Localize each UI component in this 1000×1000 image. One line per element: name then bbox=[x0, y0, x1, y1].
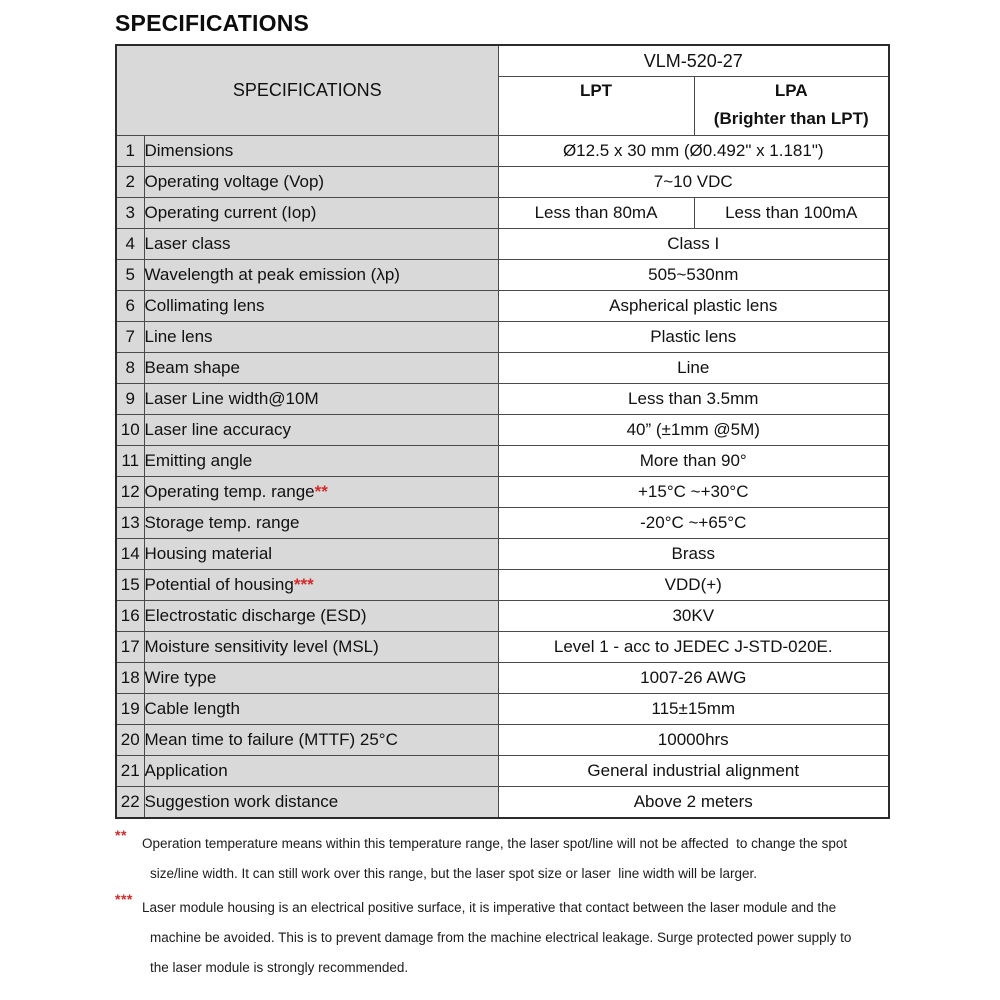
table-corner-title: SPECIFICATIONS bbox=[116, 45, 498, 136]
row-number: 8 bbox=[116, 353, 144, 384]
row-label: Housing material bbox=[144, 539, 498, 570]
row-label: Beam shape bbox=[144, 353, 498, 384]
row-value: Level 1 - acc to JEDEC J-STD-020E. bbox=[498, 632, 889, 663]
footnote-line: size/line width. It can still work over this range, but the laser spot size or laser line width will be larger. bbox=[150, 866, 758, 881]
row-value: 505~530nm bbox=[498, 260, 889, 291]
footnote-marker: *** bbox=[115, 891, 133, 907]
row-number: 13 bbox=[116, 508, 144, 539]
row-number: 17 bbox=[116, 632, 144, 663]
row-number: 2 bbox=[116, 167, 144, 198]
row-value: VDD(+) bbox=[498, 570, 889, 601]
footnote-text bbox=[142, 893, 915, 983]
row-number: 11 bbox=[116, 446, 144, 477]
row-number: 20 bbox=[116, 725, 144, 756]
table-row bbox=[116, 322, 889, 353]
row-number: 16 bbox=[116, 601, 144, 632]
row-value: Plastic lens bbox=[498, 322, 889, 353]
row-value: 10000hrs bbox=[498, 725, 889, 756]
table-row bbox=[116, 756, 889, 787]
table-row bbox=[116, 229, 889, 260]
table-row bbox=[116, 539, 889, 570]
row-value: Ø12.5 x 30 mm (Ø0.492" x 1.181") bbox=[498, 136, 889, 167]
row-value: 30KV bbox=[498, 601, 889, 632]
row-value: General industrial alignment bbox=[498, 756, 889, 787]
row-number: 10 bbox=[116, 415, 144, 446]
row-label: Operating current (Iop) bbox=[144, 198, 498, 229]
table-row bbox=[116, 291, 889, 322]
row-label: Laser line accuracy bbox=[144, 415, 498, 446]
column-header-lpa bbox=[694, 77, 889, 136]
row-value: +15°C ~+30°C bbox=[498, 477, 889, 508]
row-value: 1007-26 AWG bbox=[498, 663, 889, 694]
row-number: 3 bbox=[116, 198, 144, 229]
row-value: Less than 80mA bbox=[498, 198, 694, 229]
row-label: Moisture sensitivity level (MSL) bbox=[144, 632, 498, 663]
row-value: Less than 100mA bbox=[694, 198, 889, 229]
row-label: Wire type bbox=[144, 663, 498, 694]
row-number: 18 bbox=[116, 663, 144, 694]
page-title: SPECIFICATIONS bbox=[115, 10, 310, 36]
table-row bbox=[116, 167, 889, 198]
row-label: Emitting angle bbox=[144, 446, 498, 477]
row-value: Line bbox=[498, 353, 889, 384]
row-value: Class I bbox=[498, 229, 889, 260]
table-row bbox=[116, 787, 889, 819]
row-number: 15 bbox=[116, 570, 144, 601]
row-label: Cable length bbox=[144, 694, 498, 725]
lpa-label: LPA bbox=[774, 81, 808, 100]
row-label: Wavelength at peak emission (λp) bbox=[144, 260, 498, 291]
table-row bbox=[116, 384, 889, 415]
footnote-marker: *** bbox=[293, 575, 314, 594]
lpa-sublabel: (Brighter than LPT) bbox=[713, 109, 869, 128]
row-label: Potential of housing*** bbox=[144, 570, 498, 601]
row-label: Storage temp. range bbox=[144, 508, 498, 539]
table-row bbox=[116, 446, 889, 477]
footnote-text bbox=[142, 829, 915, 889]
row-label: Dimensions bbox=[144, 136, 498, 167]
row-label: Collimating lens bbox=[144, 291, 498, 322]
row-number: 6 bbox=[116, 291, 144, 322]
table-row bbox=[116, 260, 889, 291]
specifications-table bbox=[115, 44, 890, 819]
content-area bbox=[115, 10, 915, 983]
table-row bbox=[116, 694, 889, 725]
footnotes bbox=[115, 829, 915, 983]
row-number: 7 bbox=[116, 322, 144, 353]
row-value: -20°C ~+65°C bbox=[498, 508, 889, 539]
row-label: Laser Line width@10M bbox=[144, 384, 498, 415]
footnote-marker: ** bbox=[115, 827, 127, 843]
table-row bbox=[116, 136, 889, 167]
row-label: Line lens bbox=[144, 322, 498, 353]
row-label: Operating temp. range** bbox=[144, 477, 498, 508]
table-row bbox=[116, 198, 889, 229]
footnote bbox=[115, 829, 915, 889]
row-value: 40” (±1mm @5M) bbox=[498, 415, 889, 446]
header-row-model bbox=[116, 45, 889, 77]
table-row bbox=[116, 415, 889, 446]
table-row bbox=[116, 477, 889, 508]
row-number: 12 bbox=[116, 477, 144, 508]
footnote bbox=[115, 893, 915, 983]
row-value: Aspherical plastic lens bbox=[498, 291, 889, 322]
footnote-line: Operation temperature means within this temperature range, the laser spot/line will not be affected to change the spot bbox=[142, 836, 848, 851]
table-row bbox=[116, 353, 889, 384]
row-number: 21 bbox=[116, 756, 144, 787]
row-value: Above 2 meters bbox=[498, 787, 889, 819]
row-number: 14 bbox=[116, 539, 144, 570]
table-row bbox=[116, 570, 889, 601]
row-number: 22 bbox=[116, 787, 144, 819]
table-row bbox=[116, 508, 889, 539]
row-label: Electrostatic discharge (ESD) bbox=[144, 601, 498, 632]
row-label: Laser class bbox=[144, 229, 498, 260]
row-value: Less than 3.5mm bbox=[498, 384, 889, 415]
column-header-lpt: LPT bbox=[498, 77, 694, 136]
row-label: Application bbox=[144, 756, 498, 787]
table-row bbox=[116, 632, 889, 663]
row-label: Suggestion work distance bbox=[144, 787, 498, 819]
table-body bbox=[116, 136, 889, 819]
row-number: 5 bbox=[116, 260, 144, 291]
footnote-line: machine be avoided. This is to prevent damage from the machine electrical leakage. Surge protected power supply to bbox=[150, 930, 852, 945]
row-number: 9 bbox=[116, 384, 144, 415]
footnote-marker: ** bbox=[314, 482, 328, 501]
row-value: Brass bbox=[498, 539, 889, 570]
table-row bbox=[116, 601, 889, 632]
row-label: Operating voltage (Vop) bbox=[144, 167, 498, 198]
model-header: VLM-520-27 bbox=[498, 45, 889, 77]
row-label: Mean time to failure (MTTF) 25°C bbox=[144, 725, 498, 756]
row-value: 115±15mm bbox=[498, 694, 889, 725]
row-value: More than 90° bbox=[498, 446, 889, 477]
row-number: 4 bbox=[116, 229, 144, 260]
table-row bbox=[116, 725, 889, 756]
row-number: 19 bbox=[116, 694, 144, 725]
table-row bbox=[116, 663, 889, 694]
row-value: 7~10 VDC bbox=[498, 167, 889, 198]
footnote-line: the laser module is strongly recommended. bbox=[150, 960, 409, 975]
footnote-line: Laser module housing is an electrical positive surface, it is imperative that contact between the laser module and the bbox=[142, 900, 837, 915]
row-number: 1 bbox=[116, 136, 144, 167]
table-header bbox=[116, 45, 889, 136]
